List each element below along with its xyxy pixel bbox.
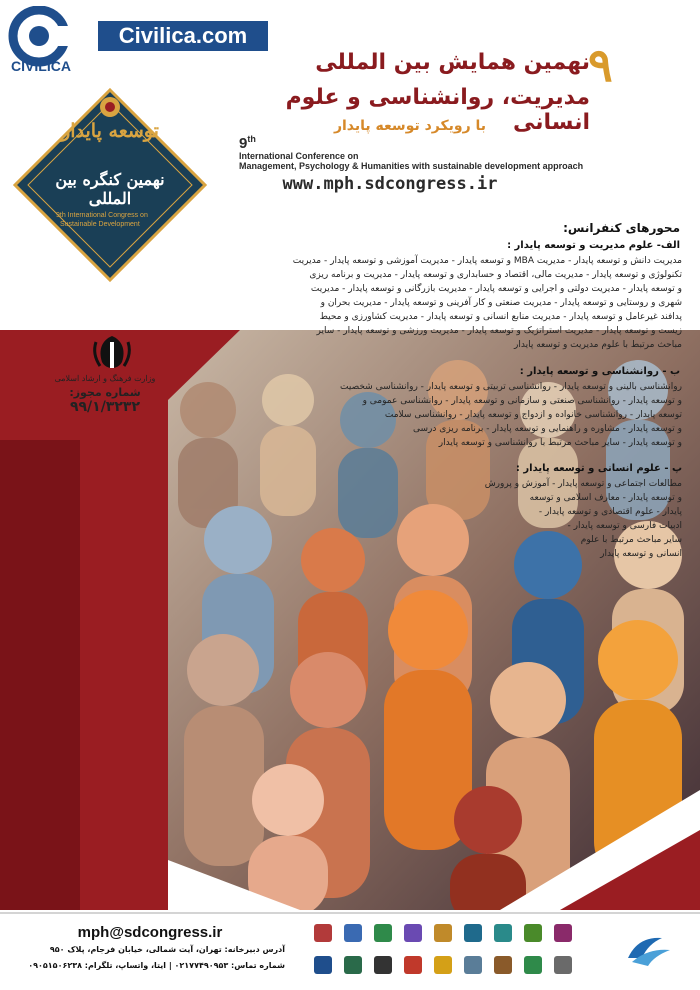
- emblem-subtitle: نهمین کنگره بین المللی: [55, 170, 165, 208]
- sponsor-logo-icon: [374, 956, 392, 974]
- footer-email[interactable]: mph@sdcongress.ir: [77, 924, 223, 941]
- sponsor-logo-icon: [344, 924, 362, 942]
- sponsor-logo-icon: [314, 924, 332, 942]
- english-edition-number: 9: [239, 135, 248, 152]
- sponsor-logo-icon: [344, 956, 362, 974]
- footer-phone: شماره تماس: ۰۲۱۷۷۴۹۰۹۵۳ | ایتا، واتساپ، تلگرام: ۰۹۰۵۱۵۰۶۲۳۸: [28, 961, 285, 970]
- sponsor-logo-icon: [464, 924, 482, 942]
- english-title-line-1: International Conference on: [239, 151, 359, 161]
- edition-number: ۹: [588, 38, 613, 92]
- section-c-body: مطالعات اجتماعی و توسعه پایدار - آموزش و پرورش و توسعه پایدار - معارف اسلامی و توسعه پایدار - علوم اقتصادی و توسعه پایدار - ادبیات فارسی و توسعه پایدار - سایر مباحث مرتبط با علوم انسانی و توسعه پایدار: [484, 479, 682, 559]
- dark-red-stripe: [0, 440, 80, 910]
- civilica-logo-text: CIVILICA: [11, 58, 71, 74]
- sponsor-logo-icon: [404, 956, 422, 974]
- title-subtitle: با رویکرد توسعه پایدار: [333, 118, 487, 134]
- civilica-banner-link[interactable]: Civilica.com: [98, 21, 268, 51]
- sponsor-logo-icon: [554, 924, 572, 942]
- title-line-2: مدیریت، روانشناسی و علوم انسانی: [285, 85, 590, 135]
- emblem-english-2: Sustainable Development: [60, 221, 140, 228]
- section-c-heading: پ - علوم انسانی و توسعه پایدار :: [515, 463, 682, 474]
- section-a-body: مدیریت دانش و توسعه پایدار - مدیریت MBA و توسعه پایدار - مدیریت آموزشی و توسعه پایدار - مدیریت تکنولوژی و توسعه پایدار - مدیریت مالی، اقتصاد و حسابداری و توسعه پایدار - مدیریت و برنامه ریزی و توسعه پایدار - مدیریت دولتی و اجرایی و توسعه پایدار - مدیریت بازرگانی و توسعه پایدار - مدیریت شهری و روستایی و توسعه پایدار - مدیریت صنعتی و کار آفرینی و توسعه پایدار - مدیریت بحران و پدافند غیرعامل و توسعه پایدار - مدیریت منابع انسانی و توسعه پایدار - مدیریت کشاورزی و محیط زیست و توسعه پایدار - مدیریت استراتژیک و توسعه پایدار - مدیریت ورزشی و توسعه پایدار - سایر مباحث مرتبط با علوم مدیریت و توسعه پایدار: [292, 256, 682, 350]
- sponsor-logo-icon: [464, 956, 482, 974]
- website-link[interactable]: www.mph.sdcongress.ir: [282, 174, 498, 194]
- section-b-body: روانشناسی بالینی و توسعه پایدار - روانشناسی تربیتی و توسعه پایدار - روانشناسی شخصیت و توسعه پایدار - روانشناسی صنعتی و سازمانی و توسعه پایدار - روانشناسی عمومی و توسعه پایدار - روانشناسی خانواده و ازدواج و توسعه پایدار - روانشناسی سلامت و توسعه پایدار - مشاوره و راهنمایی و توسعه پایدار - برنامه ریزی درسی و توسعه پایدار - سایر مباحث مرتبط با روانشناسی و توسعه پایدار: [340, 382, 682, 448]
- emblem-english-1: 9th International Congress on: [56, 212, 148, 219]
- sponsor-logo-icon: [494, 924, 512, 942]
- sponsor-logo-icon: [434, 956, 452, 974]
- english-edition-suffix: th: [247, 134, 256, 144]
- ministry-name: وزارت فرهنگ و ارشاد اسلامی: [54, 374, 156, 383]
- permit-number: ۹۹/۱/۳۲۳۲: [69, 399, 141, 415]
- emblem-title: توسعه پایدار: [61, 120, 159, 142]
- sponsor-logo-icon: [404, 924, 422, 942]
- title-line-1: نهمین همایش بین المللی: [315, 50, 590, 75]
- sponsor-logo-icon: [524, 956, 542, 974]
- topics-heading: محورهای کنفرانس:: [563, 221, 680, 235]
- english-title-line-2: Management, Psychology & Humanities with sustainable development approach: [239, 161, 584, 171]
- sponsor-logo-icon: [434, 924, 452, 942]
- footer-address: آدرس دبیرخانه: تهران، آیت شمالی، خیابان فرجام، پلاک ۹۵۰: [49, 945, 285, 954]
- sponsor-logo-icon: [524, 924, 542, 942]
- sponsor-logo-icon: [494, 956, 512, 974]
- section-b-heading: ب - روانشناسی و توسعه پایدار :: [519, 366, 680, 377]
- sponsor-logo-icon: [554, 956, 572, 974]
- permit-label: شماره مجوز:: [69, 386, 141, 399]
- iran-emblem-icon: [90, 332, 134, 372]
- footer-divider: [0, 912, 700, 914]
- section-a-heading: الف- علوم مدیریت و توسعه پایدار :: [507, 240, 680, 251]
- organizer-logo-icon: [618, 928, 678, 972]
- sponsor-logo-icon: [374, 924, 392, 942]
- english-edition: [239, 134, 256, 152]
- sponsor-logo-icon: [314, 956, 332, 974]
